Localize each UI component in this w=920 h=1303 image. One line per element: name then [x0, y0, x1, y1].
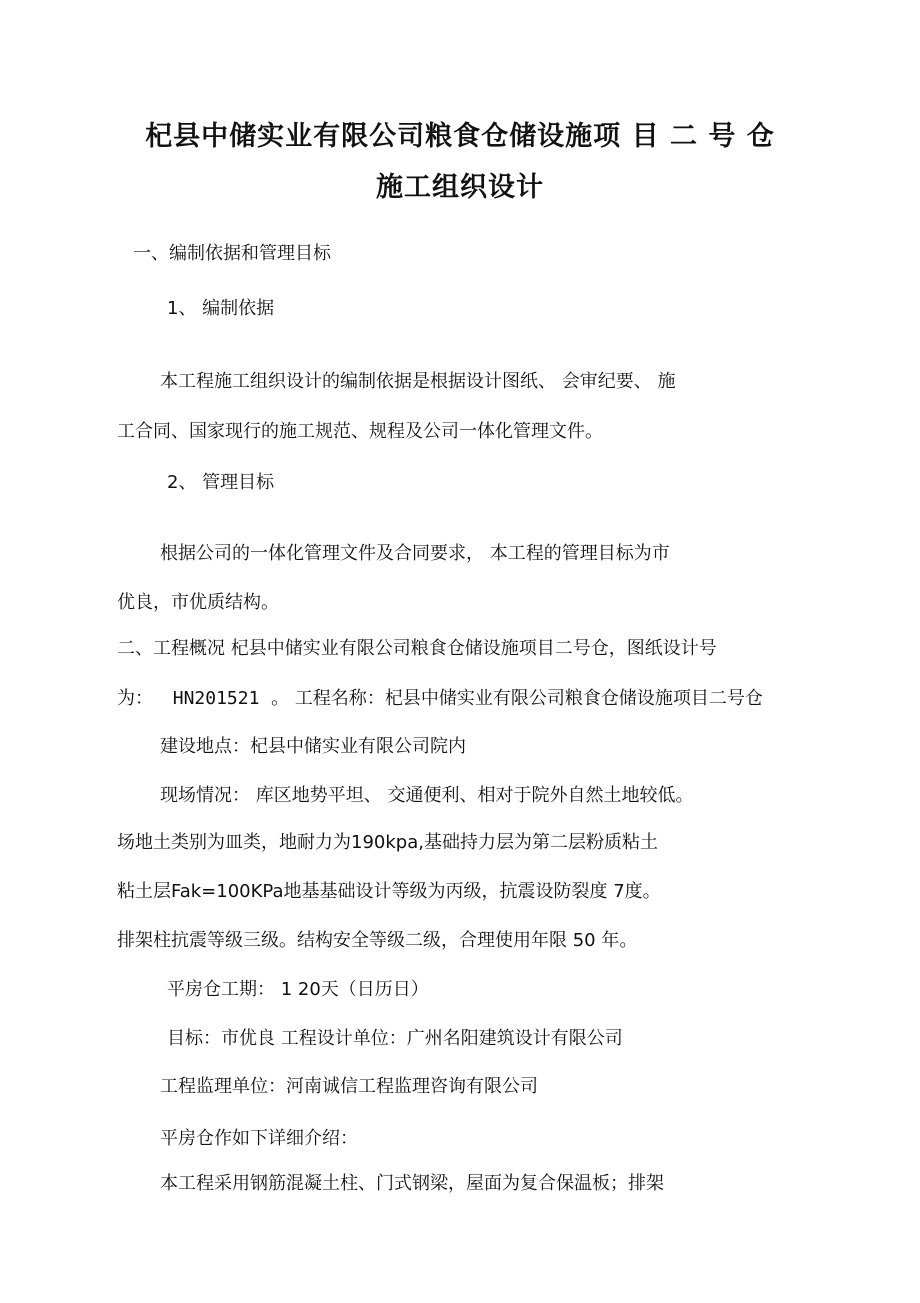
basis-paragraph-line-1: 本工程施工组织设计的编制依据是根据设计图纸、 会审纪要、 施	[160, 371, 676, 392]
overview-line-1: 二、工程概况 杞县中储实业有限公司粮食仓储设施项目二号仓，图纸设计号	[117, 638, 717, 659]
document-title-line-1: 杞县中储实业有限公司粮食仓储设施项 目 二 号 仓	[145, 121, 775, 152]
supervision-unit: 工程监理单位：河南诚信工程监理咨询有限公司	[160, 1076, 538, 1097]
subsection-1-heading: 1、 编制依据	[167, 298, 275, 319]
soil-line-2: 粘土层Fak=100KPa地基基础设计等级为丙级，抗震设防裂度 7度。	[117, 881, 661, 902]
section-1-heading: 一、编制依据和管理目标	[133, 243, 331, 264]
site-conditions: 现场情况： 库区地势平坦、 交通便利、相对于院外自然土地较低。	[160, 785, 694, 806]
basis-paragraph-line-2: 工合同、国家现行的施工规范、规程及公司一体化管理文件。	[117, 421, 603, 442]
soil-line-3: 排架柱抗震等级三级。结构安全等级二级，合理使用年限 50 年。	[117, 930, 638, 951]
target-paragraph-line-2: 优良，市优质结构。	[117, 592, 279, 613]
overview-line-2-prefix: 为：	[117, 688, 153, 709]
warehouse-intro: 平房仓作如下详细介绍：	[160, 1128, 358, 1149]
subsection-2-heading: 2、 管理目标	[167, 472, 275, 493]
overview-line-2-rest: 。 工程名称：杞县中储实业有限公司粮食仓储设施项目二号仓	[271, 688, 763, 709]
soil-line-1: 场地土类别为皿类，地耐力为190kpa,基础持力层为第二层粉质粘土	[117, 832, 658, 853]
target-paragraph-line-1: 根据公司的一体化管理文件及合同要求， 本工程的管理目标为市	[160, 543, 670, 564]
construction-location: 建设地点：杞县中储实业有限公司院内	[160, 736, 466, 757]
drawing-design-number: HN201521	[172, 688, 260, 709]
overview-line-2	[117, 687, 763, 711]
construction-duration: 平房仓工期： 1 20天（日历日）	[167, 979, 429, 1000]
structure-description: 本工程采用钢筋混凝土柱、门式钢梁，屋面为复合保温板；排架	[160, 1173, 664, 1194]
document-title-line-2: 施工组织设计	[376, 172, 544, 203]
target-and-designer: 目标：市优良 工程设计单位：广州名阳建筑设计有限公司	[167, 1028, 623, 1049]
